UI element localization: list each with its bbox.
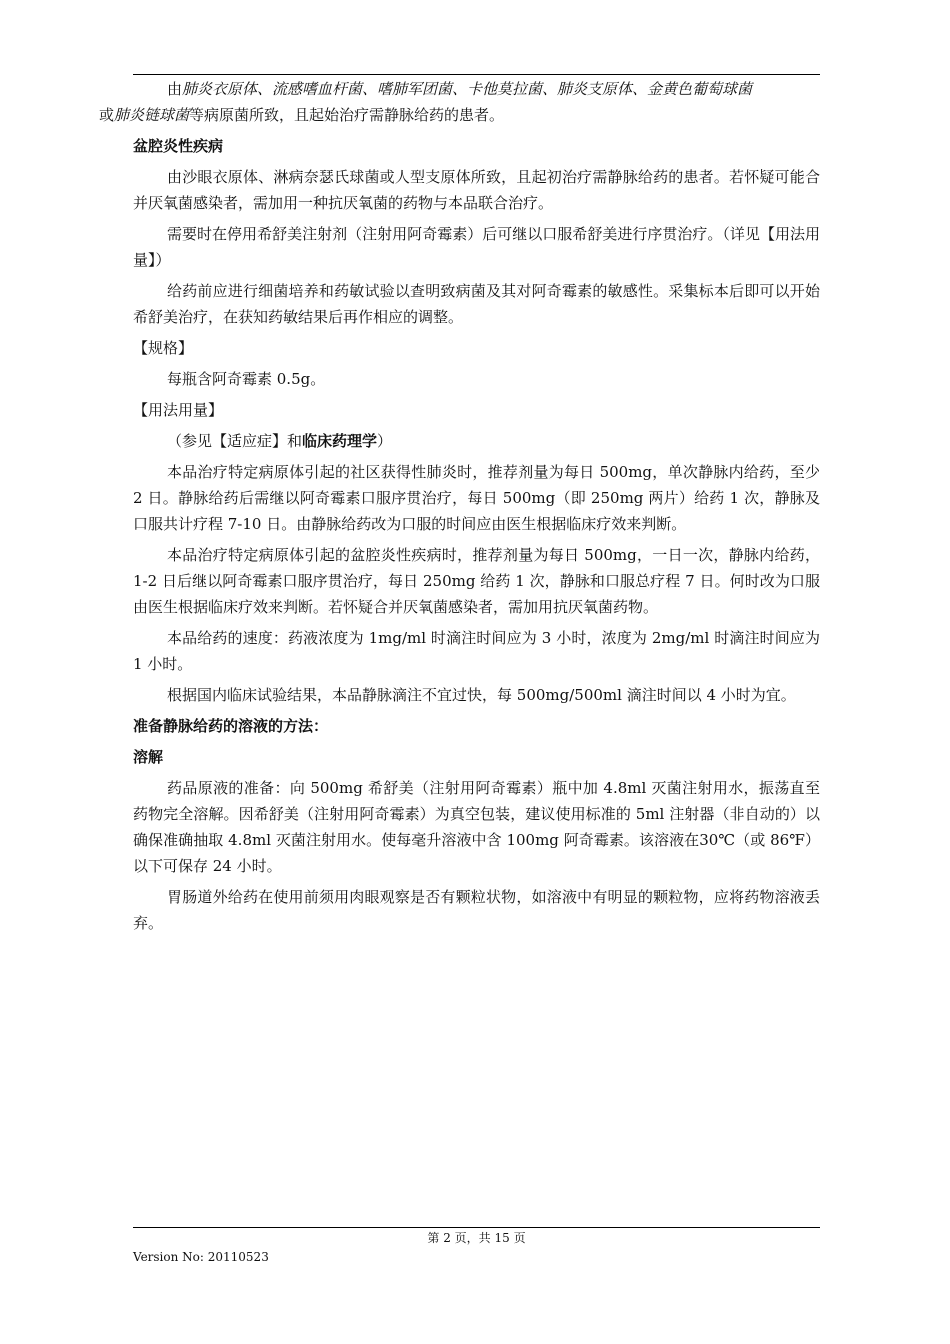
infusion-rate-paragraph: 本品给药的速度：药液浓度为 1mg/ml 时滴注时间应为 3 小时，浓度为 2mg/ml 时滴注时间应为 1 小时。 [133, 629, 820, 673]
heading-preparation: 准备静脉给药的溶液的方法： [133, 717, 329, 735]
cap-dosage-paragraph: 本品治疗特定病原体引起的社区获得性肺炎时，推荐剂量为每日 500mg，单次静脉内给药，至少 2 日。静脉给药后需继以阿奇霉素口服序贯治疗，每日 500mg（即 250mg 两片）给药 1 次，静脉及口服共计疗程 7-10 日。由静脉给药改为口服的时间应由医生根据临床疗效来判断。 [133, 463, 820, 533]
text-run: 等病原菌所致，且起始治疗需静脉给药的患者。 [189, 106, 505, 124]
sequential-therapy-paragraph: 需要时在停用希舒美注射剂（注射用阿奇霉素）后可继以口服希舒美进行序贯治疗。（详见【用法用量】） [133, 225, 820, 269]
stock-solution-paragraph: 药品原液的准备：向 500mg 希舒美（注射用阿奇霉素）瓶中加 4.8ml 灭菌注射用水，振荡直至药物完全溶解。因希舒美（注射用阿奇霉素）为真空包装，建议使用标准的 5ml 注射器（非自动的）以确保准确抽取 4.8ml 灭菌注射用水。使每毫升溶液中含 100mg 阿奇霉素。该溶液在30℃（或 86℉）以下可保存 24 小时。 [133, 779, 820, 875]
pid-paragraph: 由沙眼衣原体、淋病奈瑟氏球菌或人型支原体所致，且起初治疗需静脉给药的患者。若怀疑可能合并厌氧菌感染者，需加用一种抗厌氧菌的药物与本品联合治疗。 [133, 168, 820, 212]
heading-specification: 【规格】 [133, 339, 194, 357]
header-rule [133, 74, 820, 75]
clinical-trial-paragraph: 根据国内临床试验结果，本品静脉滴注不宜过快，每 500mg/500ml 滴注时间以 4 小时为宜。 [167, 686, 796, 704]
culture-test-paragraph: 给药前应进行细菌培养和药敏试验以查明致病菌及其对阿奇霉素的敏感性。采集标本后即可以开始希舒美治疗，在获知药敏结果后再作相应的调整。 [133, 282, 820, 326]
footer-rule [133, 1227, 820, 1228]
text-run: （参见【适应症】和 [167, 432, 303, 450]
indication-cap-paragraph [99, 76, 820, 128]
text-run: ） [377, 432, 393, 450]
heading-pid: 盆腔炎性疾病 [133, 137, 224, 155]
text-run: 或 [99, 106, 115, 124]
text-run: 由 [167, 80, 183, 98]
visual-inspection-paragraph: 胃肠道外给药在使用前须用肉眼观察是否有颗粒状物，如溶液中有明显的颗粒物，应将药物溶液丢弃。 [133, 888, 820, 932]
bold-reference: 临床药理学 [302, 432, 378, 450]
document-body [99, 76, 820, 941]
heading-dosage: 【用法用量】 [133, 401, 224, 419]
page-number: 第 2 页，共 15 页 [427, 1231, 526, 1245]
pathogen-name: 肺炎链球菌 [114, 106, 190, 124]
heading-dissolution: 溶解 [133, 748, 164, 766]
pathogen-list: 肺炎衣原体、流感嗜血杆菌、嗜肺军团菌、卡他莫拉菌、肺炎支原体、金黄色葡萄球菌 [182, 80, 753, 98]
pid-dosage-paragraph: 本品治疗特定病原体引起的盆腔炎性疾病时，推荐剂量为每日 500mg，一日一次，静脉内给药，1-2 日后继以阿奇霉素口服序贯治疗，每日 250mg 给药 1 次，静脉和口服总疗程 7 日。何时改为口服由医生根据临床疗效来判断。若怀疑合并厌氧菌感染者，需加用抗厌氧菌药物。 [133, 546, 820, 616]
version-number: Version No: 20110523 [133, 1250, 269, 1264]
dosage-reference [133, 428, 820, 454]
specification-text: 每瓶含阿奇霉素 0.5g。 [167, 370, 326, 388]
